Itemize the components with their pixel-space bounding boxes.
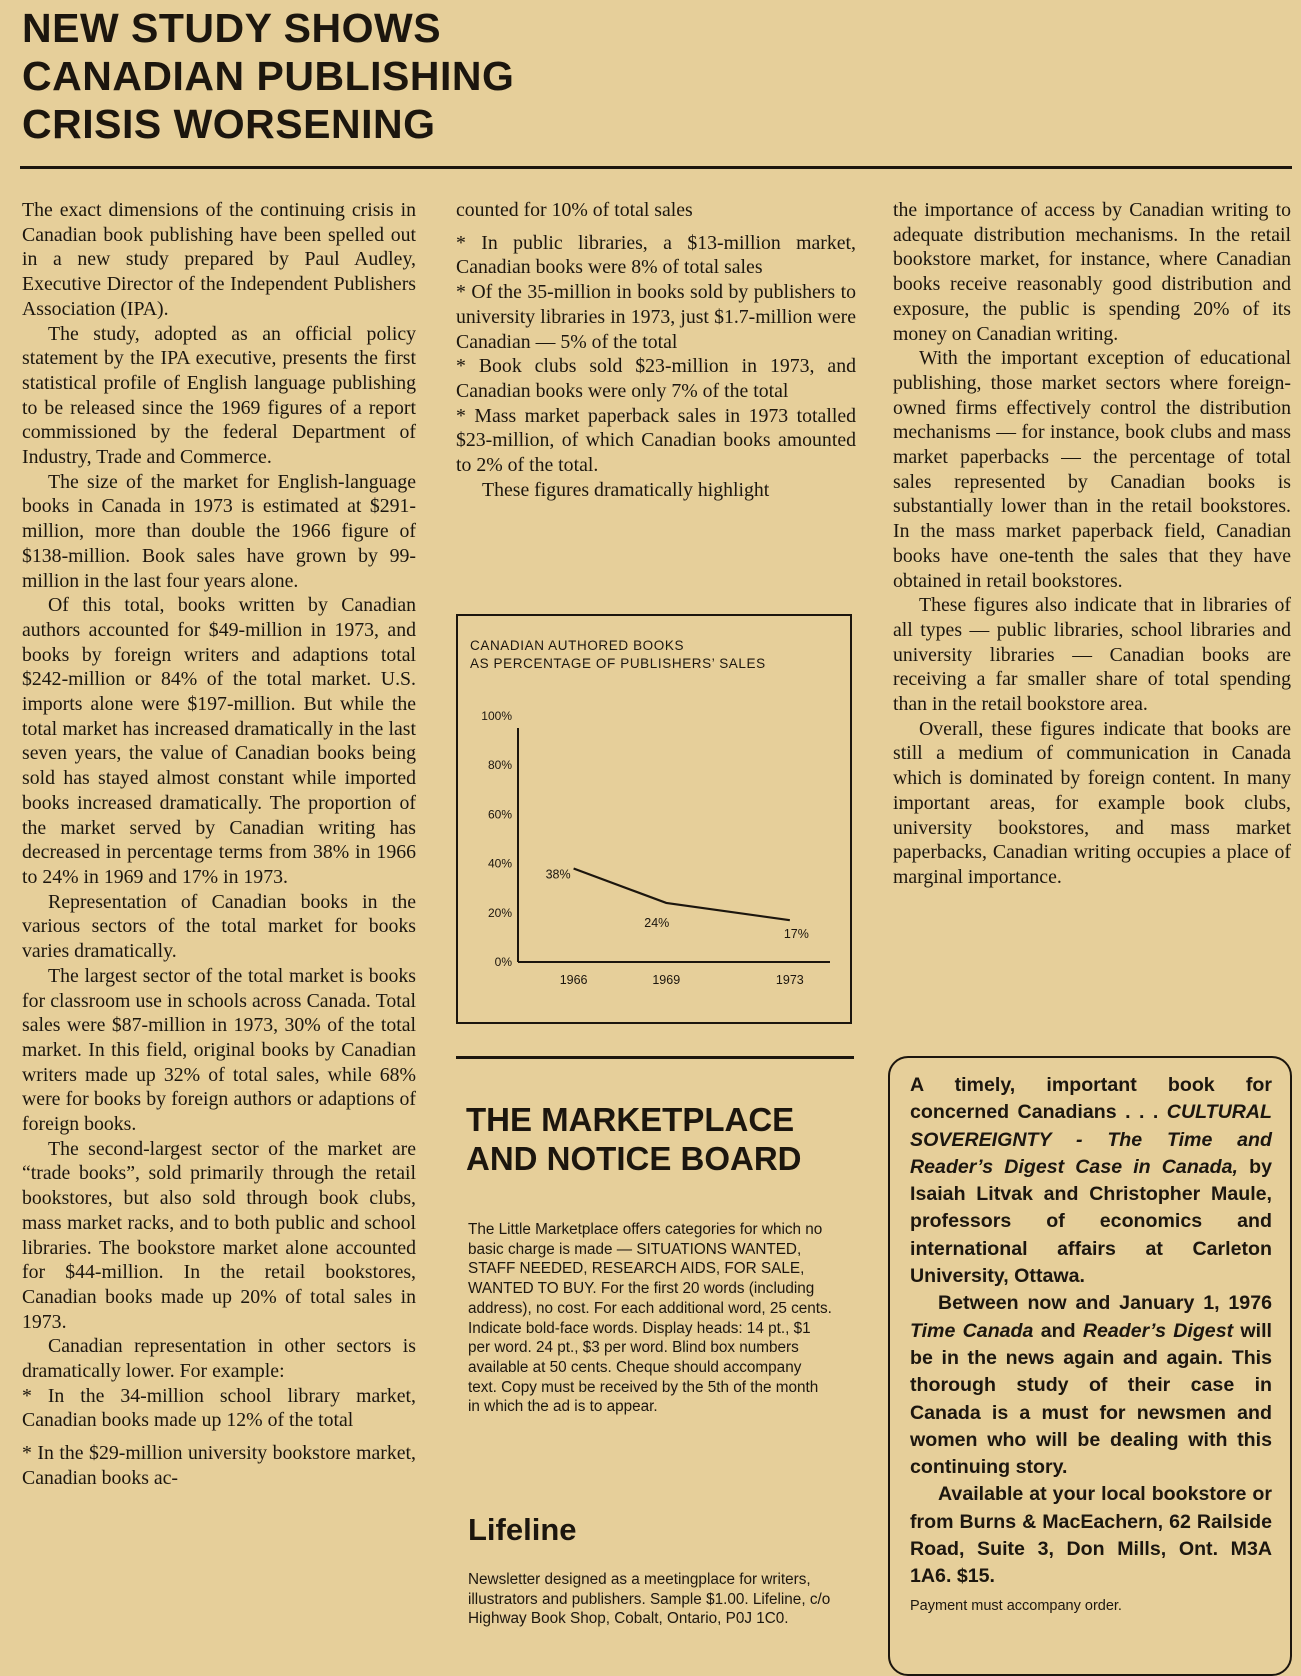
article-paragraph: The second-largest sector of the market are “trade books”, sold primarily through the retail bookstores, but also sold through book clubs, mass market racks, and to both public and school libraries. The bookstore market alone accounted for $44-million. In the retail bookstores, Canadian books made up 20% of total sales in 1973. xyxy=(22,1137,416,1333)
article-column-3 xyxy=(893,198,1291,890)
marketplace-title-line-1: THE MARKETPLACE xyxy=(466,1101,795,1138)
article-bullet: * Mass market paperback sales in 1973 totalled $23-million, of which Canadian books amounted to 2% of the total. xyxy=(456,404,856,477)
article-paragraph: The study, adopted as an official policy statement by the IPA executive, presents the first statistical profile of English language publishing to be released since the 1969 figures of a report commissioned by the federal Department of Industry, Trade and Commerce. xyxy=(22,322,416,469)
article-paragraph: Canadian representation in other sectors is dramatically lower. For example: xyxy=(22,1335,416,1383)
chart-x-tick-label: 1973 xyxy=(775,973,804,987)
article-paragraph: counted for 10% of total sales xyxy=(456,199,693,221)
chart-y-tick-label: 20% xyxy=(487,905,512,920)
marketplace-text: The Little Marketplace offers categories for which no basic charge is made — SITUATIONS WANTED, STAFF NEEDED, RESEARCH AIDS, FOR SALE, WANTED TO BUY. For the first 20 words (including address), no cost. For each additional word, 25 cents. Indicate bold-face words. Display heads: 14 pt., $1 per word. 24 pt., $3 per word. Blind box numbers available at 50 cents. Cheque should accompany text. Copy must be received by the 5th of the month in which the ad is to appear. xyxy=(468,1221,832,1416)
article-bullet: * In the $29-million university bookstore market, Canadian books ac- xyxy=(22,1442,416,1489)
ad-text: will be in the news again and again. This thorough study of their case in Canada is a must for newsmen and women who will be dealing with this continuing story. xyxy=(910,1319,1272,1479)
line-chart xyxy=(456,614,852,1024)
ad-text: by Isaiah Litvak and Christopher Maule, professors of economics and international affairs at Carleton University, Ottawa. xyxy=(910,1155,1272,1288)
article-paragraph: Representation of Canadian books in the various sectors of the total market for books varies dramatically. xyxy=(22,890,416,963)
article-paragraph: the importance of access by Canadian writing to adequate distribution mechanisms. In the retail bookstore market, for instance, where Canadian books receive reasonably good distribution and exposure, the public is spending 20% of its money on Canadian writing. xyxy=(893,199,1291,345)
chart-data-label: 38% xyxy=(545,867,571,882)
section-divider xyxy=(456,1056,854,1059)
article-paragraph: The size of the market for English-language books in Canada in 1973 is estimated at $291-million, more than double the 1966 figure of $138-million. Book sales have grown by 99-million in the last four years alone. xyxy=(22,470,416,592)
chart-title-line-1: CANADIAN AUTHORED BOOKS xyxy=(470,638,685,653)
chart-y-tick-label: 80% xyxy=(487,758,512,773)
ad-paragraph-3: Available at your local bookstore or from Burns & MacEachern, 62 Railside Road, Suite 3, Don Mills, Ont. M3A 1A6. $15. xyxy=(910,1483,1272,1588)
article-bullet: * Book clubs sold $23-million in 1973, and Canadian books were only 7% of the total xyxy=(456,355,856,402)
article-bullet: * Of the 35-million in books sold by publishers to university libraries in 1973, just $1.7-million were Canadian — 5% of the total xyxy=(456,281,856,353)
chart-y-tick-label: 60% xyxy=(487,807,512,822)
chart-title-line-2: AS PERCENTAGE OF PUBLISHERS’ SALES xyxy=(470,656,766,671)
ad-text: and xyxy=(1033,1319,1083,1342)
chart-series-line xyxy=(574,869,790,921)
chart-y-tick-label: 40% xyxy=(487,856,512,871)
article-paragraph: Overall, these figures indicate that books are still a medium of communication in Canada which is dominated by foreign content. In many important areas, for example book clubs, university bookstores, and mass market paperbacks, Canadian writing occupies a place of marginal importance. xyxy=(893,717,1291,888)
article-paragraph: The exact dimensions of the continuing crisis in Canadian book publishing have been spelled out in a new study prepared by Paul Audley, Executive Director of the Independent Publishers Association (IPA). xyxy=(22,199,416,320)
article-paragraph: Of this total, books written by Canadian authors accounted for $49-million in 1973, and books by foreign writers and adaptions total $242-million or 84% of the total market. U.S. imports alone were $197-million. But while the total market has increased dramatically in the last seven years, the value of Canadian books being sold has stayed almost constant while imported books increased dramatically. The proportion of the market served by Canadian writing has decreased in percentage terms from 38% in 1966 to 24% in 1969 and 17% in 1973. xyxy=(22,594,416,888)
lifeline-title: Lifeline xyxy=(468,1512,577,1547)
chart-data-label: 17% xyxy=(783,927,809,942)
chart-marks xyxy=(481,709,830,987)
article-column-1 xyxy=(22,198,416,1491)
ad-text: A timely, important book for concerned Canadians . . . xyxy=(910,1074,1272,1124)
article-paragraph: These figures dramatically highlight xyxy=(482,478,770,501)
ad-paragraph-1 xyxy=(910,1072,1272,1290)
marketplace-title xyxy=(466,1100,866,1178)
ad-paragraph-2 xyxy=(910,1290,1272,1481)
article-paragraph: With the important exception of educational publishing, those market sectors where foreign-owned firms effectively control the distribution mechanisms — for instance, book clubs and mass market paperbacks — the percentage of total sales represented by Canadian books is substantially lower than in the retail bookstores. In the mass market paperback field, Canadian books have one-tenth the sales that they have obtained in retail bookstores. xyxy=(893,347,1291,592)
ad-text: Between now and January 1, 1976 xyxy=(938,1292,1272,1315)
chart-x-tick-label: 1969 xyxy=(652,973,681,987)
article-bullet: * In the 34-million school library market, Canadian books made up 12% of the total xyxy=(22,1384,416,1432)
headline-line-3: CRISIS WORSENING xyxy=(22,101,436,147)
article-column-2 xyxy=(456,198,856,502)
ad-payment-note: Payment must accompany order. xyxy=(910,1597,1122,1614)
headline-rule xyxy=(20,166,1292,169)
ad-italic: Time Canada xyxy=(910,1319,1034,1342)
lifeline-text: Newsletter designed as a meetingplace for writers, illustrators and publishers. Sample $1.00. Lifeline, c/o Highway Book Shop, Cobalt, Ontario, P0J 1C0. xyxy=(468,1571,831,1628)
chart-y-tick-label: 100% xyxy=(481,709,512,723)
chart-x-tick-label: 1966 xyxy=(559,973,588,987)
article-bullet: * In public libraries, a $13-million market, Canadian books were 8% of total sales xyxy=(456,231,856,279)
book-advertisement xyxy=(888,1056,1292,1676)
chart-y-tick-label: 0% xyxy=(494,955,512,969)
headline-line-2: CANADIAN PUBLISHING xyxy=(22,53,515,99)
headline-line-1: NEW STUDY SHOWS xyxy=(22,5,442,51)
chart-data-label: 24% xyxy=(644,915,670,930)
article-paragraph: The largest sector of the total market is books for classroom use in schools across Canada. Total sales were $87-million in 1973, 30% of the total market. In this field, original books by Canadian writers made up 32% of total sales, while 68% were for books by foreign authors or adaptions of foreign books. xyxy=(22,964,416,1136)
headline xyxy=(22,4,822,148)
marketplace-title-line-2: AND NOTICE BOARD xyxy=(466,1140,802,1177)
chart-svg xyxy=(458,616,850,1022)
article-paragraph: These figures also indicate that in libraries of all types — public libraries, school libraries and university libraries — Canadian books are receiving a far smaller share of total spending than in the retail bookstore area. xyxy=(893,594,1291,716)
ad-book-title: CULTURAL SOVEREIGNTY - The Time and Reader’s Digest Case in Canada, xyxy=(910,1101,1272,1178)
ad-italic: Reader’s Digest xyxy=(1082,1319,1234,1342)
